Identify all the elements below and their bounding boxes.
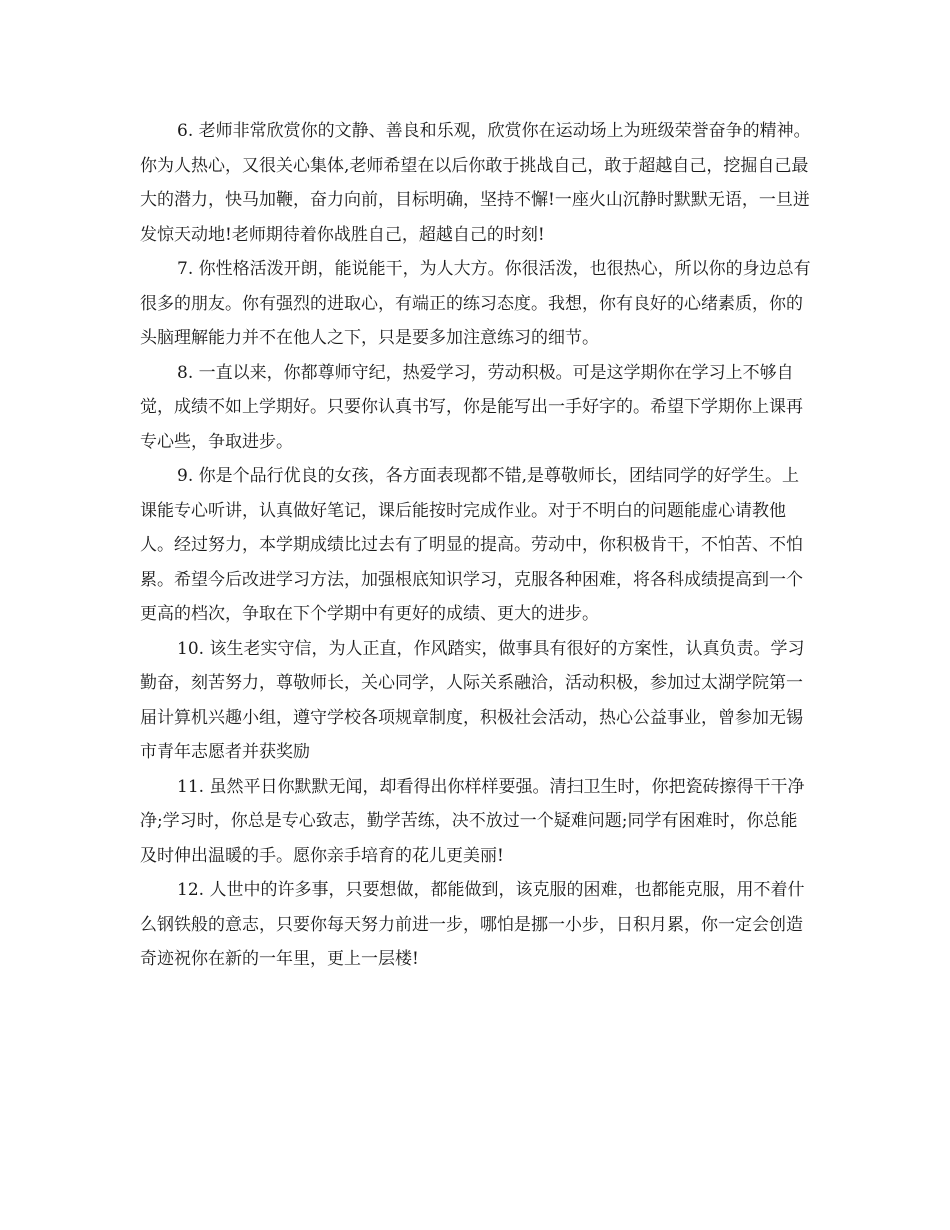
paragraph-9: 9. 你是个品行优良的女孩，各方面表现都不错,是尊敬师长，团结同学的好学生。上课能专心听讲，认真做好笔记，课后能按时完成作业。对于不明白的问题能虚心请教他人。经过努力，本学期成绩比过去有了明显的提高。劳动中，你积极肯干，不怕苦、不怕累。希望今后改进学习方法，加强根底知识学习，克服各种困难，将各科成绩提高到一个更高的档次，争取在下个学期中有更好的成绩、更大的进步。 xyxy=(140,466,803,624)
document-body xyxy=(140,114,812,977)
paragraph-8: 8. 一直以来，你都尊师守纪，热爱学习，劳动积极。可是这学期你在学习上不够自觉，成绩不如上学期好。只要你认真书写，你是能写出一手好字的。希望下学期你上课再专心些，争取进步。 xyxy=(140,362,803,452)
paragraph-6: 6. 老师非常欣赏你的文静、善良和乐观，欣赏你在运动场上为班级荣誉奋争的精神。你为人热心，又很关心集体,老师希望在以后你敢于挑战自己，敢于超越自己，挖掘自己最大的潜力，快马加鞭，奋力向前，目标明确，坚持不懈!一座火山沉静时默默无语，一旦迸发惊天动地!老师期待着你战胜自己，超越自己的时刻! xyxy=(140,121,811,245)
paragraph-12: 12. 人世中的许多事，只要想做，都能做到，该克服的困难，也都能克服，用不着什么钢铁般的意志，只要你每天努力前进一步，哪怕是挪一小步，日积月累，你一定会创造奇迹祝你在新的一年里，更上一层楼! xyxy=(140,880,805,969)
paragraph-11: 11. 虽然平日你默默无闻，却看得出你样样要强。清扫卫生时，你把瓷砖擦得干干净净;学习时，你总是专心致志，勤学苦练，决不放过一个疑难问题;同学有困难时，你总能及时伸出温暖的手。愿你亲手培育的花儿更美丽! xyxy=(140,776,805,866)
paragraph-10: 10. 该生老实守信，为人正直，作风踏实，做事具有很好的方案性，认真负责。学习勤奋，刻苦努力，尊敬师长，关心同学，人际关系融洽，活动积极，参加过太湖学院第一届计算机兴趣小组，遵守学校各项规章制度，积极社会活动，热心公益事业，曾参加无锡市青年志愿者并获奖励 xyxy=(140,638,805,762)
paragraph-7: 7. 你性格活泼开朗，能说能干，为人大方。你很活泼，也很热心，所以你的身边总有很多的朋友。你有强烈的进取心，有端正的练习态度。我想，你有良好的心绪素质，你的头脑理解能力并不在他人之下，只是要多加注意练习的细节。 xyxy=(140,259,811,348)
